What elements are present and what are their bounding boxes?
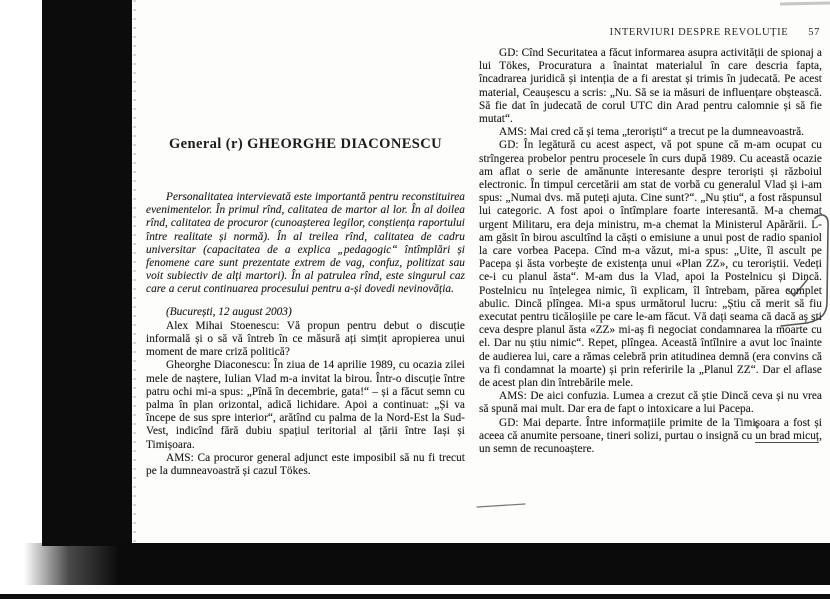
dateline: (București, 12 august 2003): [166, 305, 292, 318]
paragraph-gd-insignia: [479, 417, 822, 457]
scan-black-line-bottom: [0, 594, 830, 599]
underlined-phrase: un brad micuț: [755, 429, 820, 442]
page-number: 57: [808, 27, 820, 38]
paragraph-gd-tokes: GD: Cînd Securitatea a făcut informarea asupra activității de spionaj a lui Tökes, Procuratura a înaintat materialul în care descria fapta, încadrarea juridică și intenția de a fi arestat și trimis în judecată. Pe acest material, Ceaușescu a scris: „Nu. Să se ia măsuri de influențare obștească. Să fie dat în judecată de corul UTC din Arad pentru calomnie și să fie mutat“.: [479, 47, 822, 126]
paragraph-gd-answer: Gheorghe Diaconescu: În ziua de 14 aprilie 1989, cu ocazia zilei mele de naștere, Iulian Vlad m-a invitat la birou. Într-o discuție între patru ochi mi-a spus: „Pînă în decembrie, gata!“ – și a făcut semn cu palma în plan orizontal, adică lichidare. Apoi a continuat: „Și va începe de sus spre interior“, arătînd cu palma de la Nord-Est la Sud-Vest, indicînd fără dubiu spațiul teritorial al țării între Iași și Timișoara.: [146, 359, 465, 451]
scan-black-edge-left: [42, 0, 132, 546]
paragraph-ams-question: Alex Mihai Stoenescu: Vă propun pentru debut o discuție informală și o să vă întreb în ce măsură ați simțit apropierea unui moment de mare criză politică?: [146, 319, 465, 359]
insignia-text-after: , un semn de recunoaștere.: [479, 429, 822, 456]
scan-black-edge-bottom: [24, 543, 830, 585]
paragraph-ams-confusion: AMS: De aici confuzia. Lumea a crezut că știe Dincă ceva și nu vrea să spună mai mult. Dar era de fapt o intoxicare a lui Pacepa.: [479, 390, 822, 416]
right-column: [479, 27, 822, 456]
paragraph-gd-plan-zz: GD: În legătură cu acest aspect, vă pot spune că m-am ocupat cu strîngerea probelor pentru procesele în curs după 1989. Cu această ocazie am aflat o serie de amănunte interesante despre teroriști și războiul electronic. În timpul cercetării am stat de vorbă cu generalul Vlad și i-am spus: „Numai dvs. mă puteți ajuta. Cine sunt?“. „Nu știu“, a fost răspunsul lui categoric. A fost apoi o întîmplare foarte interesantă. M-a chemat urgent Militaru, era deja ministru, m-a chemat la Ministerul Apărării. L-am găsit în birou ascultînd la căști o emisiune a unui post de radio spaniol la care vorbea Pacepa. Cînd m-a văzut, mi-a spus: „Uite, îl ascult pe Pacepa și ăsta vorbește de existența unui «Plan ZZ», cu teroriștii. Vedeți ce-i cu planul ăsta“. M-am dus la Vlad, apoi la Postelnicu și Dincă. Postelnicu nu înțelegea nimic, îi explicam, îl întrebam, părea complet abulic. Dincă plîngea. Mi-a spus următorul lucru: „Știu că merit să fiu executat pentru ticăloșiile pe care le-am făcut. Vă dați seama că dacă aș ști ceva despre planul ăsta «ZZ» mi-aș fi negociat condamnarea la moarte cu el. Dar nu știu nimic“. Repet, plîngea. Această întîlnire a avut loc înainte de audierea lui, care a rămas celebră prin atitudinea demnă (era convins că va fi condamnat la moarte) și prin referirile la „Planul ZZ“. Dar el aflase de acest plan din întrebările mele.: [479, 139, 822, 390]
paragraph-ams-terrorists: AMS: Mai cred că și tema „teroriști“ a trecut pe la dumneavoastră.: [499, 126, 805, 139]
insignia-text-before: GD: Mai departe. Între informațiile primite de la Timișoara a fost și aceea că anumite persoane, tineri solizi, purtau o insignă cu: [479, 416, 822, 442]
paragraph-ams-followup: AMS: Ca procuror general adjunct este imposibil să nu fi trecut pe la dumneavoastră și cazul Tökes.: [146, 451, 465, 478]
page-gutter-speckles: [133, 0, 136, 543]
running-title: INTERVIURI DESPRE REVOLUȚIE: [609, 27, 789, 38]
left-column: [146, 136, 465, 478]
chapter-title: General (r) GHEORGHE DIACONESCU: [169, 136, 442, 152]
intro-paragraph: Personalitatea intervievată este importantă pentru reconstituirea evenimentelor. În primul rînd, calitatea de martor al lor. În al doilea rînd, calitatea de procuror (cunoașterea legilor, conștiența raportului între realitate și normă). În al treilea rînd, calitatea de cadru universitar (capacitatea de a explica „pedagogic“ întîmplări și fenomene care sunt prezentate extrem de vag, confuz, politizat sau voit subiectiv de alți martori). În al patrulea rînd, este singurul caz care a cerut continuarea procesului pentru a-și dovedi nevinovăția.: [146, 191, 465, 296]
running-header: [479, 27, 820, 38]
